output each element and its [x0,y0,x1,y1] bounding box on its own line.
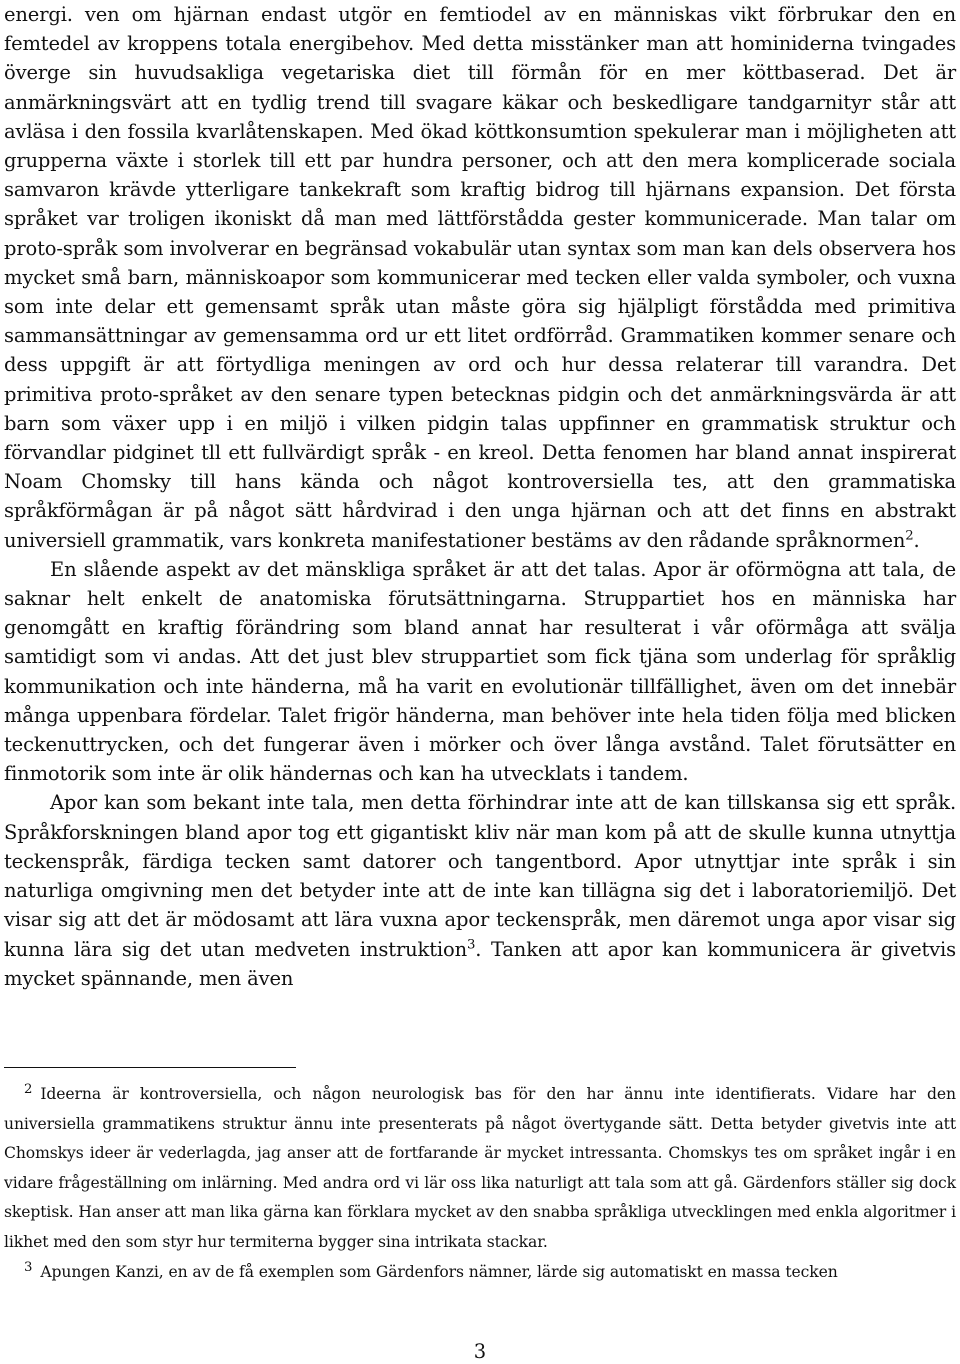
paragraph-1 [4,0,956,555]
paragraph-tail: . Tanken att apor kan kommunicera är givetvis mycket spännande, men även [4,937,956,990]
paragraph-text: energi. ven om hjärnan endast utgör en femtiodel av en människas vikt förbrukar den en femtedel av kroppens totala energibehov. Med detta misstänker man att hominiderna tvingades överge sin huvudsakliga vegetariska diet till förmån för en mer köttbaserad. Det är anmärkningsvärt att en tydlig trend till svagare käkar och beskedligare tandgarnityr står att avläsa i den fossila kvarlåtenskapen. Med ökad köttkonsumtion spekulerar man i möjligheten att grupperna växte i storlek till ett par hundra personer, och att den mera komplicerade sociala samvaron krävde ytterligare tankekraft som kraftig bidrog till hjärnans expansion. Det första språket var troligen ikoniskt då man med lättförstådda gester kommunicerade. Man talar om proto-språk som involverar en begränsad vokabulär utan syntax som man kan dels observera hos mycket små barn, människoapor som kommunicerar med tecken eller valda symboler, och vuxna som inte delar ett gemensamt språk utan måste göra sig hjälpligt förstådda med primitiva sammansättningar av gemensamma ord ur ett litet ordförråd. Grammatiken kommer senare och dess uppgift är att förtydliga meningen av ord och hur dessa relaterar till varandra. Det primitiva proto-språket av den senare typen betecknas pidgin och det anmärkningsvärda är att barn som växer upp i en miljö i vilken pidgin talas uppfinner en grammatisk struktur och förvandlar pidginet tll ett fullvärdigt språk - en kreol. Detta fenomen har bland annat inspirerat Noam Chomsky till hans kända och något kontroversiella tes, att den grammatiska språkförmågan är på något sätt hårdvirad i den unga hjärnan och att det finns en abstrakt universiell grammatik, vars konkreta manifestationer bestäms av den rådande språknormen [4,3,956,552]
footnote-mark: 3 [24,1259,33,1275]
footnote-text: Apungen Kanzi, en av de få exemplen som Gärdenfors nämner, lärde sig automatiskt en massa tecken [40,1262,838,1281]
footnotes [4,1080,956,1287]
paragraph-text: Apor kan som bekant inte tala, men detta förhindrar inte att de kan tillskansa sig ett språk. Språkforskningen bland apor tog ett gigantiskt kliv när man kom på att de skulle kunna utnyttja teckenspråk, färdiga tecken samt datorer och tangentbord. Apor utnyttjar inte språk i sin naturliga omgivning men det betyder inte att de inte kan tillägna sig det i laboratoriemiljö. Det visar sig att det är mödosamt att lära vuxna apor teckenspråk, men däremot unga apor visar sig kunna lära sig det utan medveten instruktion [4,791,956,961]
paragraph-2 [4,555,956,789]
paragraph-text: En slående aspekt av det mänskliga språket är att det talas. Apor är oförmögna att tala, de saknar helt enkelt de anatomiska förutsättningarna. Struppartiet hos en människa har genomgått en kraftig förändring som bland annat har resulterat i vår oförmåga att svälja samtidigt som vi andas. Att det just blev struppartiet som fick tjäna som underlag för språklig kommunikation och inte händerna, må ha varit en evolutionär tillfällighet, även om det innebär många uppenbara fördelar. Talet frigör händerna, man behöver inte hela tiden följa med blicken teckenuttrycken, och det fungerar även i mörker och över långa avstånd. Talet förutsätter en finmotorik som inte är olik händernas och kan ha utvecklats i tandem. [4,557,956,786]
body-text [4,0,956,993]
page-number: 3 [473,1340,487,1363]
footnote-text: Ideerna är kontroversiella, och någon neurologisk bas för den har ännu inte identifierats. Vidare har den universiella grammatikens struktur ännu inte presenterats på något övertygande sätt. Detta betyder givetvis inte att Chomskys ideer är vederlagda, jag anser att de fortfarande är mycket intressanta. Chomskys tes om språket ingår i en vidare frågeställning om inlärning. Med andra ord vi lär oss lika naturligt att tala som att gå. Gärdenfors ställer sig dock skeptisk. Han anser att man lika gärna kan förklara mycket av den snabba språkliga utvecklingen med enkla algoritmer i likhet med den som styr hur termiterna bygger sina intrikata stackar. [4,1085,956,1251]
footnote-reference: 2 [905,528,914,544]
paragraph-tail: . [913,528,920,552]
footnote-2 [4,1080,956,1258]
footnote-reference: 3 [467,937,476,953]
footnote-mark: 2 [24,1082,33,1098]
footnote-3 [4,1258,956,1288]
footnote-separator [4,1067,296,1068]
paragraph-3 [4,788,956,992]
